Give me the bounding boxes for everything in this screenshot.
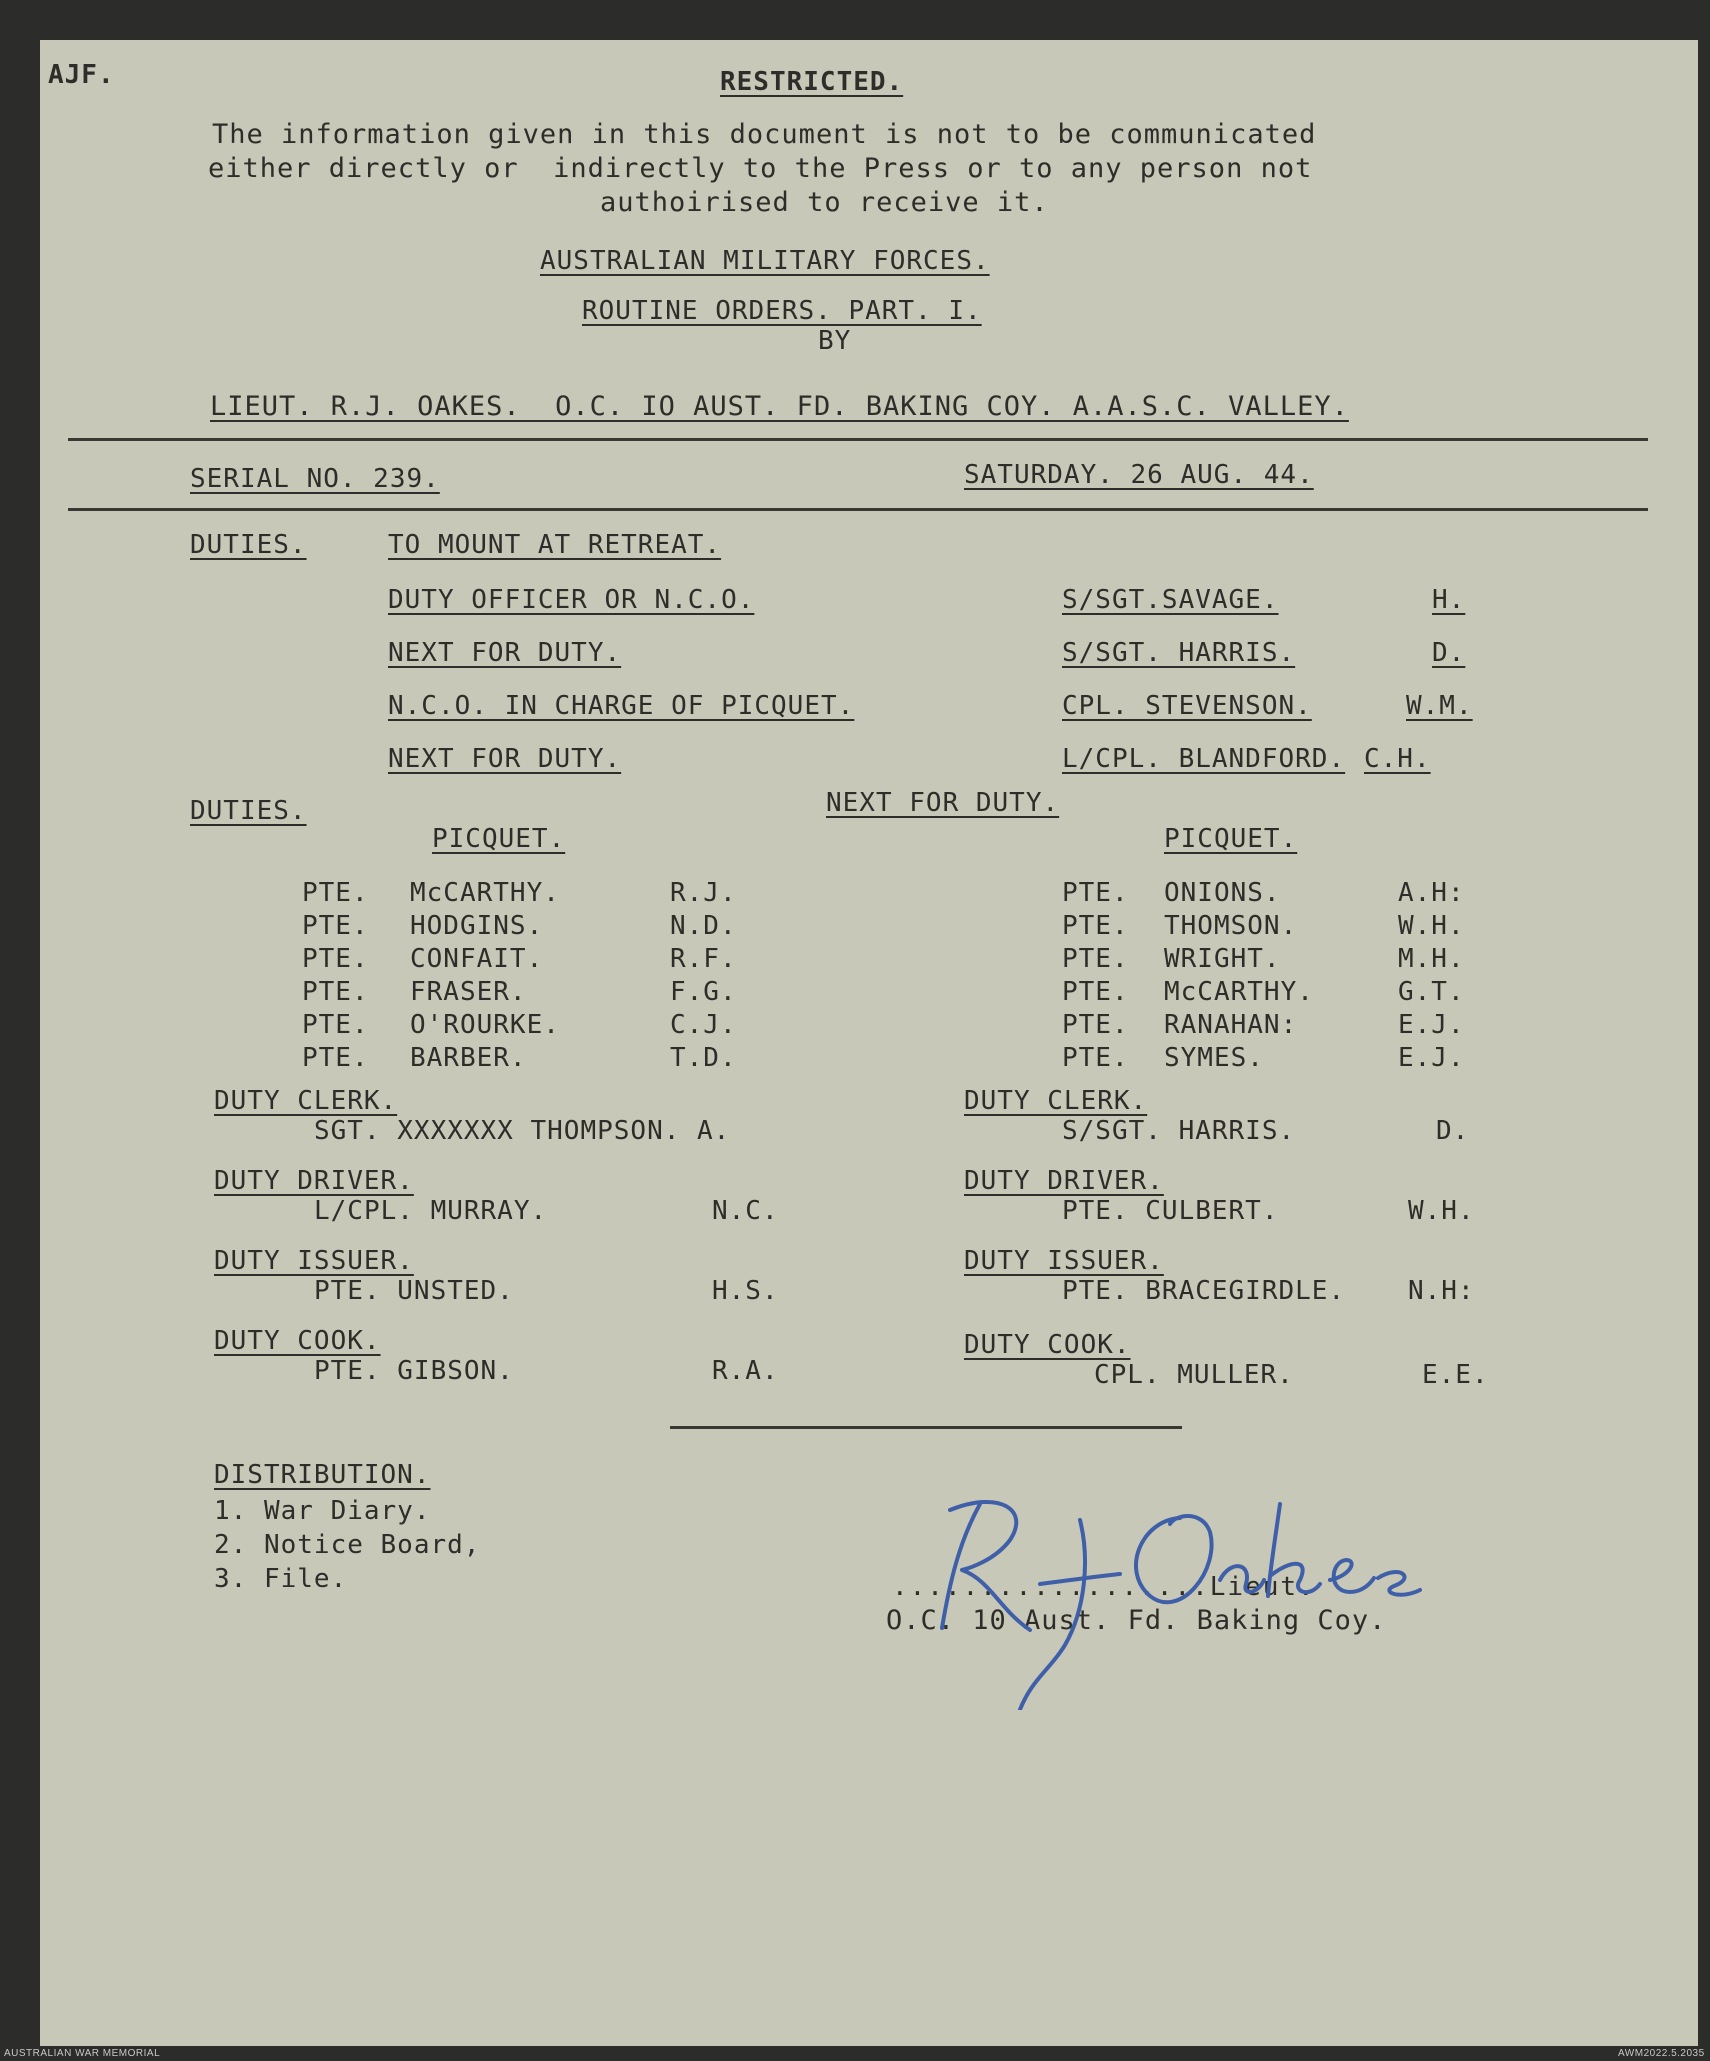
picquet-initials: E.J. [1398,1010,1465,1040]
duty-initials: N.H: [1408,1276,1475,1306]
picquet-name: RANAHAN: [1164,1010,1298,1040]
signature-dots-rank: ..................Lieut. [892,1572,1316,1602]
picquet-rank: PTE. [302,944,369,974]
signatory-unit: O.C. 10 Aust. Fd. Baking Coy. [886,1605,1387,1636]
serial-number: SERIAL NO. 239. [190,464,440,494]
picquet-name: THOMSON. [1164,911,1298,941]
picquet-initials: N.D. [670,911,737,941]
duty-name: S/SGT.SAVAGE. [1062,585,1279,615]
picquet-name: McCARTHY. [410,878,560,908]
picquet-name: ONIONS. [1164,878,1281,908]
picquet-heading-right: PICQUET. [1164,824,1298,854]
picquet-name: FRASER. [410,977,527,1007]
picquet-initials: A.H: [1398,878,1465,908]
duties-heading-top: DUTIES. [190,530,307,560]
duty-name: CPL. STEVENSON. [1062,691,1312,721]
duty-title: DUTY ISSUER. [964,1246,1164,1276]
duty-title: DUTY COOK. [214,1326,381,1356]
duty-initials: W.H. [1408,1196,1475,1226]
picquet-heading-left: PICQUET. [432,824,566,854]
corner-mark: AJF. [48,60,115,90]
issuer-line: LIEUT. R.J. OAKES. O.C. IO AUST. FD. BAKING COY. A.A.S.C. VALLEY. [210,391,1349,422]
duty-person: L/CPL. MURRAY. [314,1196,548,1226]
duty-title: DUTY CLERK. [964,1086,1148,1116]
picquet-rank: PTE. [302,977,369,1007]
duty-initials: N.C. [712,1196,779,1226]
mount-at-retreat: TO MOUNT AT RETREAT. [388,530,722,560]
distribution-item: 1. War Diary. [214,1496,431,1526]
picquet-initials: E.J. [1398,1043,1465,1073]
duty-initials: E.E. [1422,1360,1489,1390]
footer-left: AUSTRALIAN WAR MEMORIAL [4,2048,161,2059]
picquet-rank: PTE. [302,878,369,908]
duty-role: N.C.O. IN CHARGE OF PICQUET. [388,691,855,721]
picquet-rank: PTE. [1062,878,1129,908]
orders-heading: ROUTINE ORDERS. PART. I. [582,296,982,326]
picquet-name: WRIGHT. [1164,944,1281,974]
duty-initials: W.M. [1406,691,1473,721]
duty-person: PTE. CULBERT. [1062,1196,1279,1226]
picquet-initials: R.J. [670,878,737,908]
duty-role: NEXT FOR DUTY. [388,638,622,668]
duty-role: DUTY OFFICER OR N.C.O. [388,585,755,615]
picquet-initials: M.H. [1398,944,1465,974]
notice-line-3: authoirised to receive it. [600,187,1049,218]
header-rule [68,438,1648,441]
picquet-rank: PTE. [1062,944,1129,974]
notice-line-1: The information given in this document is not to be communicated [212,119,1317,150]
picquet-initials: C.J. [670,1010,737,1040]
picquet-initials: R.F. [670,944,737,974]
footer-right: AWM2022.5.2035 [1618,2048,1705,2059]
duties-heading-bottom: DUTIES. [190,796,307,826]
picquet-rank: PTE. [1062,1010,1129,1040]
handwritten-signature [880,1480,1480,1710]
duty-title: DUTY CLERK. [214,1086,398,1116]
duty-person: S/SGT. HARRIS. [1062,1116,1296,1146]
picquet-rank: PTE. [302,911,369,941]
picquet-initials: W.H. [1398,911,1465,941]
duty-person: PTE. UNSTED. [314,1276,514,1306]
by-label: BY [818,326,852,356]
picquet-name: SYMES. [1164,1043,1264,1073]
picquet-initials: F.G. [670,977,737,1007]
notice-line-2: either directly or indirectly to the Press or to any person not [208,153,1313,184]
duty-person: PTE. BRACEGIRDLE. [1062,1276,1346,1306]
duty-initials: D. [1432,638,1466,668]
duty-person: SGT. XXXXXXX THOMPSON. A. [314,1116,731,1146]
duty-initials: D. [1436,1116,1470,1146]
duty-initials: R.A. [712,1356,779,1386]
duty-title: DUTY DRIVER. [214,1166,414,1196]
picquet-rank: PTE. [1062,1043,1129,1073]
picquet-name: HODGINS. [410,911,544,941]
document-page [40,40,1698,2046]
duty-name: S/SGT. HARRIS. [1062,638,1296,668]
duty-initials: H.S. [712,1276,779,1306]
picquet-initials: T.D. [670,1043,737,1073]
duty-title: DUTY ISSUER. [214,1246,414,1276]
duty-title: DUTY DRIVER. [964,1166,1164,1196]
duty-role: NEXT FOR DUTY. [388,744,622,774]
duty-title: DUTY COOK. [964,1330,1131,1360]
duty-name: L/CPL. BLANDFORD. [1062,744,1346,774]
picquet-name: CONFAIT. [410,944,544,974]
picquet-rank: PTE. [1062,977,1129,1007]
duty-person: CPL. MULLER. [1094,1360,1294,1390]
restricted-heading: RESTRICTED. [720,67,904,97]
forces-heading: AUSTRALIAN MILITARY FORCES. [540,246,990,276]
serial-rule [68,508,1648,511]
distribution-item: 2. Notice Board, [214,1530,481,1560]
distribution-heading: DISTRIBUTION. [214,1460,431,1490]
order-date: SATURDAY. 26 AUG. 44. [964,460,1314,490]
picquet-rank: PTE. [302,1010,369,1040]
picquet-name: BARBER. [410,1043,527,1073]
duty-person: PTE. GIBSON. [314,1356,514,1386]
picquet-rank: PTE. [1062,911,1129,941]
picquet-initials: G.T. [1398,977,1465,1007]
distribution-item: 3. File. [214,1564,348,1594]
duty-initials: C.H. [1364,744,1431,774]
section-divider [670,1426,1182,1429]
picquet-rank: PTE. [302,1043,369,1073]
next-for-duty-heading: NEXT FOR DUTY. [826,788,1060,818]
duty-initials: H. [1432,585,1466,615]
picquet-name: O'ROURKE. [410,1010,560,1040]
picquet-name: McCARTHY. [1164,977,1314,1007]
